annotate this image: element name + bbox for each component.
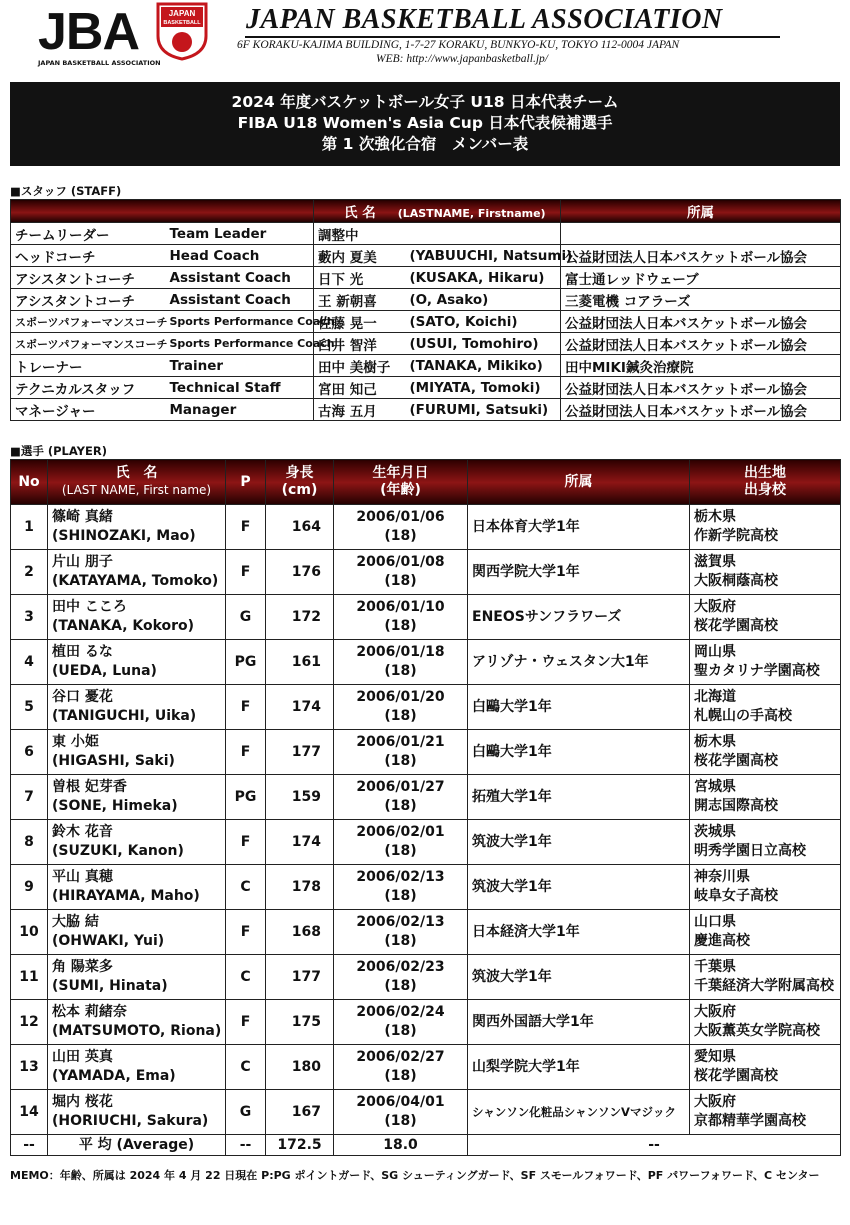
player-no: 11	[11, 955, 48, 1000]
staff-role-en: Sports Performance Coach	[166, 311, 314, 333]
player-name-en: (MATSUMOTO, Riona)	[52, 1023, 222, 1039]
player-row	[11, 1045, 841, 1090]
staff-role-ja: アシスタントコーチ	[11, 289, 166, 311]
player-no: 5	[11, 685, 48, 730]
player-name-en: (HIGASHI, Saki)	[52, 753, 175, 769]
player-age: (18)	[384, 1023, 417, 1039]
player-school: 京都精華学園高校	[694, 1113, 806, 1129]
player-name-en: (YAMADA, Ema)	[52, 1068, 176, 1084]
player-name-ja: 鈴木 花音	[52, 824, 113, 840]
player-age: (18)	[384, 663, 417, 679]
player-row	[11, 640, 841, 685]
player-row	[11, 685, 841, 730]
staff-header-club: 所属	[561, 200, 841, 223]
player-age: (18)	[384, 933, 417, 949]
player-school: 作新学院高校	[694, 528, 778, 544]
player-school: 岐阜女子高校	[694, 888, 778, 904]
staff-club: 公益財団法人日本バスケットボール協会	[561, 377, 841, 399]
staff-row	[11, 245, 841, 267]
staff-role-en: Assistant Coach	[166, 267, 314, 289]
col-dob-sub: (年齢)	[380, 482, 421, 498]
player-position: C	[226, 1045, 266, 1090]
player-birthdate: 2006/02/13	[356, 914, 445, 930]
player-position: C	[226, 865, 266, 910]
player-dob	[334, 775, 468, 820]
staff-role-ja: チームリーダー	[11, 223, 166, 245]
jba-logo	[38, 3, 161, 67]
player-height: 172	[266, 595, 334, 640]
player-position: PG	[226, 775, 266, 820]
player-birthdate: 2006/01/10	[356, 599, 445, 615]
staff-club: 公益財団法人日本バスケットボール協会	[561, 245, 841, 267]
player-no: 13	[11, 1045, 48, 1090]
organization-address: 6F KORAKU-KAJIMA BUILDING, 1-7-27 KORAKU, BUNKYO-KU, TOKYO 112-0004 JAPAN	[237, 39, 680, 51]
player-club: 山梨学院大学1年	[468, 1045, 690, 1090]
player-name	[48, 505, 226, 550]
player-position: F	[226, 730, 266, 775]
player-origin	[690, 910, 841, 955]
staff-name-en: (YABUUCHI, Natsumi)	[406, 245, 561, 267]
player-name-ja: 松本 莉緒奈	[52, 1004, 127, 1020]
player-birthdate: 2006/02/24	[356, 1004, 445, 1020]
player-origin	[690, 730, 841, 775]
staff-role-en: Head Coach	[166, 245, 314, 267]
player-header-row	[11, 460, 841, 505]
player-origin	[690, 955, 841, 1000]
staff-header-name	[314, 200, 561, 223]
player-name-ja: 篠崎 真緒	[52, 509, 113, 525]
player-height: 180	[266, 1045, 334, 1090]
player-height: 177	[266, 955, 334, 1000]
player-school: 桜花学園高校	[694, 753, 778, 769]
staff-role-en: Team Leader	[166, 223, 314, 245]
player-name-ja: 曽根 妃芽香	[52, 779, 127, 795]
col-no: No	[11, 460, 48, 505]
player-club: 筑波大学1年	[468, 865, 690, 910]
staff-name-ja: 藪内 夏美	[314, 245, 406, 267]
player-prefecture: 愛知県	[694, 1049, 736, 1065]
player-origin	[690, 865, 841, 910]
player-no: 10	[11, 910, 48, 955]
staff-role-en: Assistant Coach	[166, 289, 314, 311]
col-origin	[690, 460, 841, 505]
player-name	[48, 1045, 226, 1090]
player-no: 1	[11, 505, 48, 550]
player-club: 筑波大学1年	[468, 820, 690, 865]
staff-name-ja: 調整中	[314, 223, 406, 245]
player-prefecture: 千葉県	[694, 959, 736, 975]
staff-table	[10, 199, 841, 421]
player-club: 日本経済大学1年	[468, 910, 690, 955]
player-height: 178	[266, 865, 334, 910]
staff-row	[11, 355, 841, 377]
player-name-ja: 谷口 憂花	[52, 689, 113, 705]
player-age: (18)	[384, 978, 417, 994]
player-origin	[690, 685, 841, 730]
average-row	[11, 1135, 841, 1156]
player-name	[48, 775, 226, 820]
staff-name-en: (USUI, Tomohiro)	[406, 333, 561, 355]
player-origin	[690, 1000, 841, 1045]
player-name-ja: 平山 真穂	[52, 869, 113, 885]
player-origin	[690, 1045, 841, 1090]
staff-name-ja: 日下 光	[314, 267, 406, 289]
player-dob	[334, 640, 468, 685]
player-birthdate: 2006/02/01	[356, 824, 445, 840]
player-position: F	[226, 685, 266, 730]
player-height: 164	[266, 505, 334, 550]
player-position: C	[226, 955, 266, 1000]
staff-name-ja: 佐藤 晃一	[314, 311, 406, 333]
staff-name-ja: 古海 五月	[314, 399, 406, 421]
player-prefecture: 大阪府	[694, 599, 736, 615]
staff-name-ja: 宮田 知己	[314, 377, 406, 399]
banner-line3: 第 1 次強化合宿 メンバー表	[321, 135, 529, 153]
player-birthdate: 2006/01/08	[356, 554, 445, 570]
player-name-ja: 田中 こころ	[52, 599, 127, 615]
player-age: (18)	[384, 843, 417, 859]
staff-row	[11, 267, 841, 289]
player-name	[48, 730, 226, 775]
staff-row	[11, 223, 841, 245]
shield-line2: BASKETBALL	[163, 20, 201, 26]
player-age: (18)	[384, 1068, 417, 1084]
player-dob	[334, 505, 468, 550]
player-name	[48, 1090, 226, 1135]
player-no: 14	[11, 1090, 48, 1135]
player-club: 筑波大学1年	[468, 955, 690, 1000]
player-school: 慶進高校	[694, 933, 750, 949]
player-age: (18)	[384, 618, 417, 634]
player-no: 3	[11, 595, 48, 640]
staff-name-en	[406, 223, 561, 245]
col-origin-sub: 出身校	[744, 482, 786, 498]
col-dob-label: 生年月日	[372, 465, 429, 481]
player-dob	[334, 1045, 468, 1090]
player-no: 9	[11, 865, 48, 910]
staff-name-ja: 臼井 智洋	[314, 333, 406, 355]
player-origin	[690, 775, 841, 820]
player-name	[48, 595, 226, 640]
player-birthdate: 2006/01/06	[356, 509, 445, 525]
player-position: PG	[226, 640, 266, 685]
player-origin	[690, 550, 841, 595]
player-name-en: (KATAYAMA, Tomoko)	[52, 573, 219, 589]
player-name	[48, 955, 226, 1000]
staff-row	[11, 311, 841, 333]
staff-name-en: (SATO, Koichi)	[406, 311, 561, 333]
player-row	[11, 910, 841, 955]
player-name	[48, 910, 226, 955]
player-birthdate: 2006/02/13	[356, 869, 445, 885]
player-no: 8	[11, 820, 48, 865]
banner-line1: 2024 年度バスケットボール女子 U18 日本代表チーム	[231, 93, 619, 111]
player-name-en: (OHWAKI, Yui)	[52, 933, 165, 949]
banner-line2: FIBA U18 Women's Asia Cup 日本代表候補選手	[237, 114, 613, 132]
organization-web: WEB: http://www.japanbasketball.jp/	[376, 53, 548, 65]
player-height: 161	[266, 640, 334, 685]
col-height-sub: (cm)	[281, 482, 318, 498]
staff-role-ja: テクニカルスタッフ	[11, 377, 166, 399]
player-prefecture: 大阪府	[694, 1004, 736, 1020]
staff-name-en: (TANAKA, Mikiko)	[406, 355, 561, 377]
player-row	[11, 730, 841, 775]
player-school: 開志国際高校	[694, 798, 778, 814]
player-birthdate: 2006/01/20	[356, 689, 445, 705]
player-position: F	[226, 550, 266, 595]
player-origin	[690, 1090, 841, 1135]
staff-row	[11, 333, 841, 355]
player-name-en: (SHINOZAKI, Mao)	[52, 528, 196, 544]
player-age: (18)	[384, 1113, 417, 1129]
player-dob	[334, 1000, 468, 1045]
player-club: シャンソン化粧品シャンソンVマジック	[468, 1090, 690, 1135]
player-row	[11, 595, 841, 640]
player-dob	[334, 550, 468, 595]
player-name-ja: 角 陽菜多	[52, 959, 113, 975]
staff-name-en: (MIYATA, Tomoki)	[406, 377, 561, 399]
staff-row	[11, 399, 841, 421]
player-school: 札幌山の手高校	[694, 708, 792, 724]
player-school: 明秀学園日立高校	[694, 843, 806, 859]
staff-club: 公益財団法人日本バスケットボール協会	[561, 399, 841, 421]
player-position: F	[226, 505, 266, 550]
staff-header-role	[11, 200, 314, 223]
col-height-label: 身長	[285, 465, 314, 481]
player-prefecture: 大阪府	[694, 1094, 736, 1110]
player-origin	[690, 820, 841, 865]
staff-club: 三菱電機 コアラーズ	[561, 289, 841, 311]
player-name-ja: 片山 朋子	[52, 554, 113, 570]
player-prefecture: 神奈川県	[694, 869, 750, 885]
average-age: 18.0	[334, 1135, 468, 1156]
average-no: --	[11, 1135, 48, 1156]
average-rest: --	[468, 1135, 841, 1156]
player-dob	[334, 865, 468, 910]
player-row	[11, 1090, 841, 1135]
player-birthdate: 2006/01/18	[356, 644, 445, 660]
player-birthdate: 2006/01/21	[356, 734, 445, 750]
staff-club: 公益財団法人日本バスケットボール協会	[561, 311, 841, 333]
staff-header-name-label: 氏 名	[344, 205, 376, 221]
player-name-ja: 東 小姫	[52, 734, 99, 750]
player-height: 174	[266, 820, 334, 865]
player-position: F	[226, 820, 266, 865]
player-row	[11, 550, 841, 595]
player-name-ja: 植田 るな	[52, 644, 113, 660]
col-dob	[334, 460, 468, 505]
player-name-ja: 堀内 桜花	[52, 1094, 113, 1110]
player-birthdate: 2006/04/01	[356, 1094, 445, 1110]
player-name-en: (SUMI, Hinata)	[52, 978, 168, 994]
organization-title: JAPAN BASKETBALL ASSOCIATION	[246, 4, 723, 35]
staff-club: 田中MIKI鍼灸治療院	[561, 355, 841, 377]
staff-name-ja: 王 新朝喜	[314, 289, 406, 311]
col-name-label: 氏 名	[115, 465, 158, 481]
average-label: 平 均 (Average)	[48, 1135, 226, 1156]
staff-role-en: Sports Performance Coach	[166, 333, 314, 355]
col-origin-label: 出生地	[744, 465, 786, 481]
staff-role-ja: アシスタントコーチ	[11, 267, 166, 289]
player-table	[10, 459, 841, 1156]
player-name-en: (TANAKA, Kokoro)	[52, 618, 195, 634]
staff-role-ja: トレーナー	[11, 355, 166, 377]
player-row	[11, 1000, 841, 1045]
player-name	[48, 685, 226, 730]
player-birthdate: 2006/01/27	[356, 779, 445, 795]
player-age: (18)	[384, 888, 417, 904]
col-height	[266, 460, 334, 505]
player-no: 2	[11, 550, 48, 595]
player-name-en: (UEDA, Luna)	[52, 663, 157, 679]
player-name-ja: 大脇 結	[52, 914, 99, 930]
player-position: G	[226, 1090, 266, 1135]
header-rule	[245, 36, 780, 38]
player-no: 6	[11, 730, 48, 775]
player-name	[48, 550, 226, 595]
player-age: (18)	[384, 528, 417, 544]
player-height: 159	[266, 775, 334, 820]
staff-header-row	[11, 200, 841, 223]
player-height: 168	[266, 910, 334, 955]
staff-club: 公益財団法人日本バスケットボール協会	[561, 333, 841, 355]
player-position: F	[226, 910, 266, 955]
player-prefecture: 北海道	[694, 689, 736, 705]
average-pos: --	[226, 1135, 266, 1156]
staff-name-ja: 田中 美樹子	[314, 355, 406, 377]
player-club: 白鷗大学1年	[468, 730, 690, 775]
player-age: (18)	[384, 573, 417, 589]
player-prefecture: 栃木県	[694, 509, 736, 525]
col-pos: P	[226, 460, 266, 505]
player-origin	[690, 505, 841, 550]
player-club: 拓殖大学1年	[468, 775, 690, 820]
logo-subtitle: JAPAN BASKETBALL ASSOCIATION	[38, 59, 161, 67]
player-name-en: (HORIUCHI, Sakura)	[52, 1113, 209, 1129]
player-name-en: (SUZUKI, Kanon)	[52, 843, 184, 859]
player-school: 桜花学園高校	[694, 1068, 778, 1084]
logo-text: JBA	[38, 3, 140, 61]
player-origin	[690, 595, 841, 640]
staff-header-name-sub: (LASTNAME, Firstname)	[397, 207, 546, 220]
player-school: 桜花学園高校	[694, 618, 778, 634]
memo-note: MEMO：年齢、所属は 2024 年 4 月 22 日現在 P:PG ポイントガード、SG シューティングガード、SF スモールフォワード、PF パワーフォワード、C センター	[10, 1169, 820, 1182]
player-no: 4	[11, 640, 48, 685]
col-club: 所属	[468, 460, 690, 505]
player-dob	[334, 730, 468, 775]
staff-role-ja: マネージャー	[11, 399, 166, 421]
average-height: 172.5	[266, 1135, 334, 1156]
player-school: 聖カタリナ学園高校	[694, 663, 820, 679]
staff-name-en: (FURUMI, Satsuki)	[406, 399, 561, 421]
player-age: (18)	[384, 708, 417, 724]
player-prefecture: 滋賀県	[694, 554, 736, 570]
player-dob	[334, 910, 468, 955]
player-birthdate: 2006/02/27	[356, 1049, 445, 1065]
player-origin	[690, 640, 841, 685]
player-name-en: (SONE, Himeka)	[52, 798, 178, 814]
staff-role-ja: ヘッドコーチ	[11, 245, 166, 267]
japan-basketball-shield-icon	[156, 2, 208, 60]
player-row	[11, 865, 841, 910]
player-dob	[334, 595, 468, 640]
staff-role-en: Trainer	[166, 355, 314, 377]
player-name-en: (HIRAYAMA, Maho)	[52, 888, 200, 904]
player-position: F	[226, 1000, 266, 1045]
staff-role-ja: スポーツパフォーマンスコーチ	[11, 311, 166, 333]
player-name-ja: 山田 英真	[52, 1049, 113, 1065]
staff-club	[561, 223, 841, 245]
player-height: 167	[266, 1090, 334, 1135]
shield-line1: JAPAN	[168, 9, 196, 18]
player-dob	[334, 685, 468, 730]
player-birthdate: 2006/02/23	[356, 959, 445, 975]
player-club: 白鷗大学1年	[468, 685, 690, 730]
player-school: 大阪薫英女学院高校	[694, 1023, 820, 1039]
player-school: 大阪桐蔭高校	[694, 573, 778, 589]
player-name	[48, 1000, 226, 1045]
title-banner	[10, 82, 840, 166]
player-prefecture: 岡山県	[694, 644, 736, 660]
col-name-sub: (LAST NAME, First name)	[61, 483, 212, 497]
player-club: 日本体育大学1年	[468, 505, 690, 550]
staff-club: 富士通レッドウェーブ	[561, 267, 841, 289]
player-name	[48, 640, 226, 685]
player-height: 174	[266, 685, 334, 730]
player-row	[11, 505, 841, 550]
col-name	[48, 460, 226, 505]
staff-role-en: Technical Staff	[166, 377, 314, 399]
player-row	[11, 820, 841, 865]
player-prefecture: 山口県	[694, 914, 736, 930]
player-club: 関西学院大学1年	[468, 550, 690, 595]
player-name-en: (TANIGUCHI, Uika)	[52, 708, 197, 724]
player-prefecture: 栃木県	[694, 734, 736, 750]
staff-section-title: ■スタッフ (STAFF)	[10, 184, 122, 198]
staff-name-en: (O, Asako)	[406, 289, 561, 311]
staff-name-en: (KUSAKA, Hikaru)	[406, 267, 561, 289]
player-dob	[334, 820, 468, 865]
player-height: 176	[266, 550, 334, 595]
player-prefecture: 宮城県	[694, 779, 736, 795]
player-row	[11, 955, 841, 1000]
player-no: 12	[11, 1000, 48, 1045]
player-row	[11, 775, 841, 820]
player-club: アリゾナ・ウェスタン大1年	[468, 640, 690, 685]
player-dob	[334, 955, 468, 1000]
player-age: (18)	[384, 798, 417, 814]
player-no: 7	[11, 775, 48, 820]
player-dob	[334, 1090, 468, 1135]
player-club: 関西外国語大学1年	[468, 1000, 690, 1045]
player-height: 175	[266, 1000, 334, 1045]
player-club: ENEOSサンフラワーズ	[468, 595, 690, 640]
player-position: G	[226, 595, 266, 640]
staff-row	[11, 377, 841, 399]
player-height: 177	[266, 730, 334, 775]
player-name	[48, 865, 226, 910]
staff-role-en: Manager	[166, 399, 314, 421]
staff-role-ja: スポーツパフォーマンスコーチ	[11, 333, 166, 355]
player-name	[48, 820, 226, 865]
player-section-title: ■選手 (PLAYER)	[10, 444, 107, 458]
player-age: (18)	[384, 753, 417, 769]
player-school: 千葉経済大学附属高校	[694, 978, 834, 994]
player-prefecture: 茨城県	[694, 824, 736, 840]
staff-row	[11, 289, 841, 311]
